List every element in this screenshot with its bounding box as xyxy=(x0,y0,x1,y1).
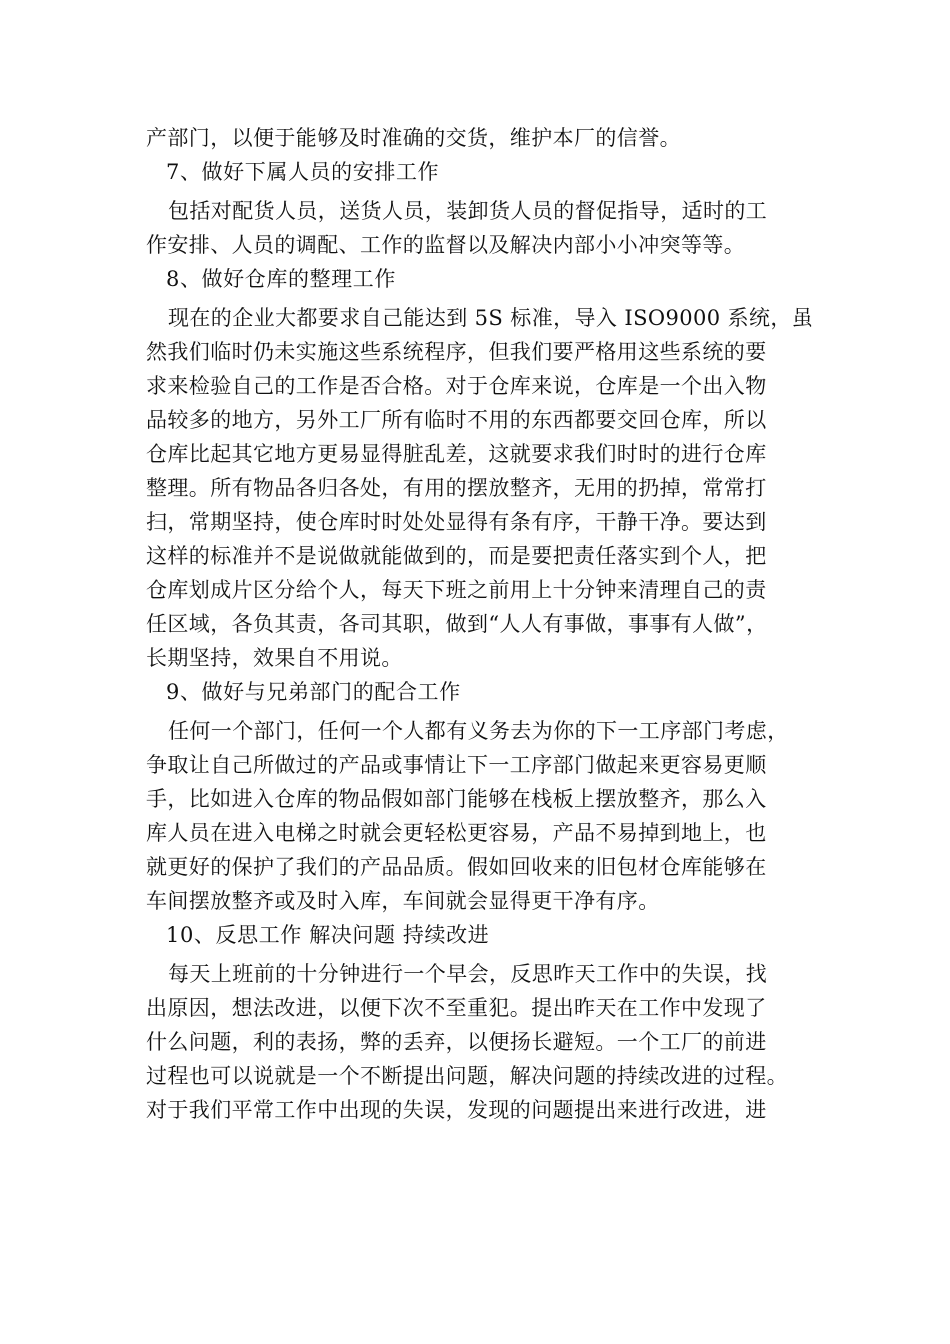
body-line: 这样的标准并不是说做就能做到的，而是要把责任落实到个人，把 xyxy=(146,544,767,568)
body-line: 就更好的保护了我们的产品品质。假如回收来的旧包材仓库能够在 xyxy=(146,855,767,879)
section-heading: 7、做好下属人员的安排工作 xyxy=(166,160,440,184)
body-line: 扫，常期坚持，使仓库时时处处显得有条有序，干静干净。要达到 xyxy=(146,510,767,534)
body-line: 车间摆放整齐或及时入库，车间就会显得更干净有序。 xyxy=(146,889,660,913)
body-line: 争取让自己所做过的产品或事情让下一工序部门做起来更容易更顺 xyxy=(146,753,767,777)
paragraph-first-line: 任何一个部门，任何一个人都有义务去为你的下一工序部门考虑， xyxy=(168,719,789,743)
section-heading: 10、反思工作 解决问题 持续改进 xyxy=(166,923,490,947)
body-line: 仓库划成片区分给个人，每天下班之前用上十分钟来清理自己的责 xyxy=(146,578,767,602)
body-line: 整理。所有物品各归各处，有用的摆放整齐，无用的扔掉，常常打 xyxy=(146,476,767,500)
body-line: 品较多的地方，另外工厂所有临时不用的东西都要交回仓库，所以 xyxy=(146,408,767,432)
body-line: 然我们临时仍未实施这些系统程序，但我们要严格用这些系统的要 xyxy=(146,340,767,364)
body-line: 作安排、人员的调配、工作的监督以及解决内部小小冲突等等。 xyxy=(146,233,746,257)
body-line: 库人员在进入电梯之时就会更轻松更容易，产品不易掉到地上，也 xyxy=(146,821,767,845)
section-heading: 9、做好与兄弟部门的配合工作 xyxy=(166,680,461,704)
body-line: 求来检验自己的工作是否合格。对于仓库来说，仓库是一个出入物 xyxy=(146,374,767,398)
body-line: 仓库比起其它地方更易显得脏乱差，这就要求我们时时的进行仓库 xyxy=(146,442,767,466)
body-line: 长期坚持，效果自不用说。 xyxy=(146,646,403,670)
body-line: 手，比如进入仓库的物品假如部门能够在栈板上摆放整齐，那么入 xyxy=(146,787,767,811)
document-body xyxy=(146,121,816,1127)
body-line: 对于我们平常工作中出现的失误，发现的问题提出来进行改进，进 xyxy=(146,1098,767,1122)
paragraph-first-line: 每天上班前的十分钟进行一个早会，反思昨天工作中的失误，找 xyxy=(168,962,768,986)
paragraph-first-line: 现在的企业大都要求自己能达到 5S 标准，导入 ISO9000 系统，虽 xyxy=(168,306,814,330)
body-line: 产部门，以便于能够及时准确的交货，维护本厂的信誉。 xyxy=(146,126,681,150)
body-line: 任区域，各负其责，各司其职，做到“人人有事做，事事有人做”， xyxy=(146,612,768,636)
body-line: 出原因，想法改进，以便下次不至重犯。提出昨天在工作中发现了 xyxy=(146,996,767,1020)
paragraph-first-line: 包括对配货人员，送货人员，装卸货人员的督促指导，适时的工 xyxy=(168,199,768,223)
section-heading: 8、做好仓库的整理工作 xyxy=(166,267,396,291)
body-line: 过程也可以说就是一个不断提出问题，解决问题的持续改进的过程。 xyxy=(146,1064,788,1088)
body-line: 什么问题，利的表扬，弊的丢弃，以便扬长避短。一个工厂的前进 xyxy=(146,1030,767,1054)
